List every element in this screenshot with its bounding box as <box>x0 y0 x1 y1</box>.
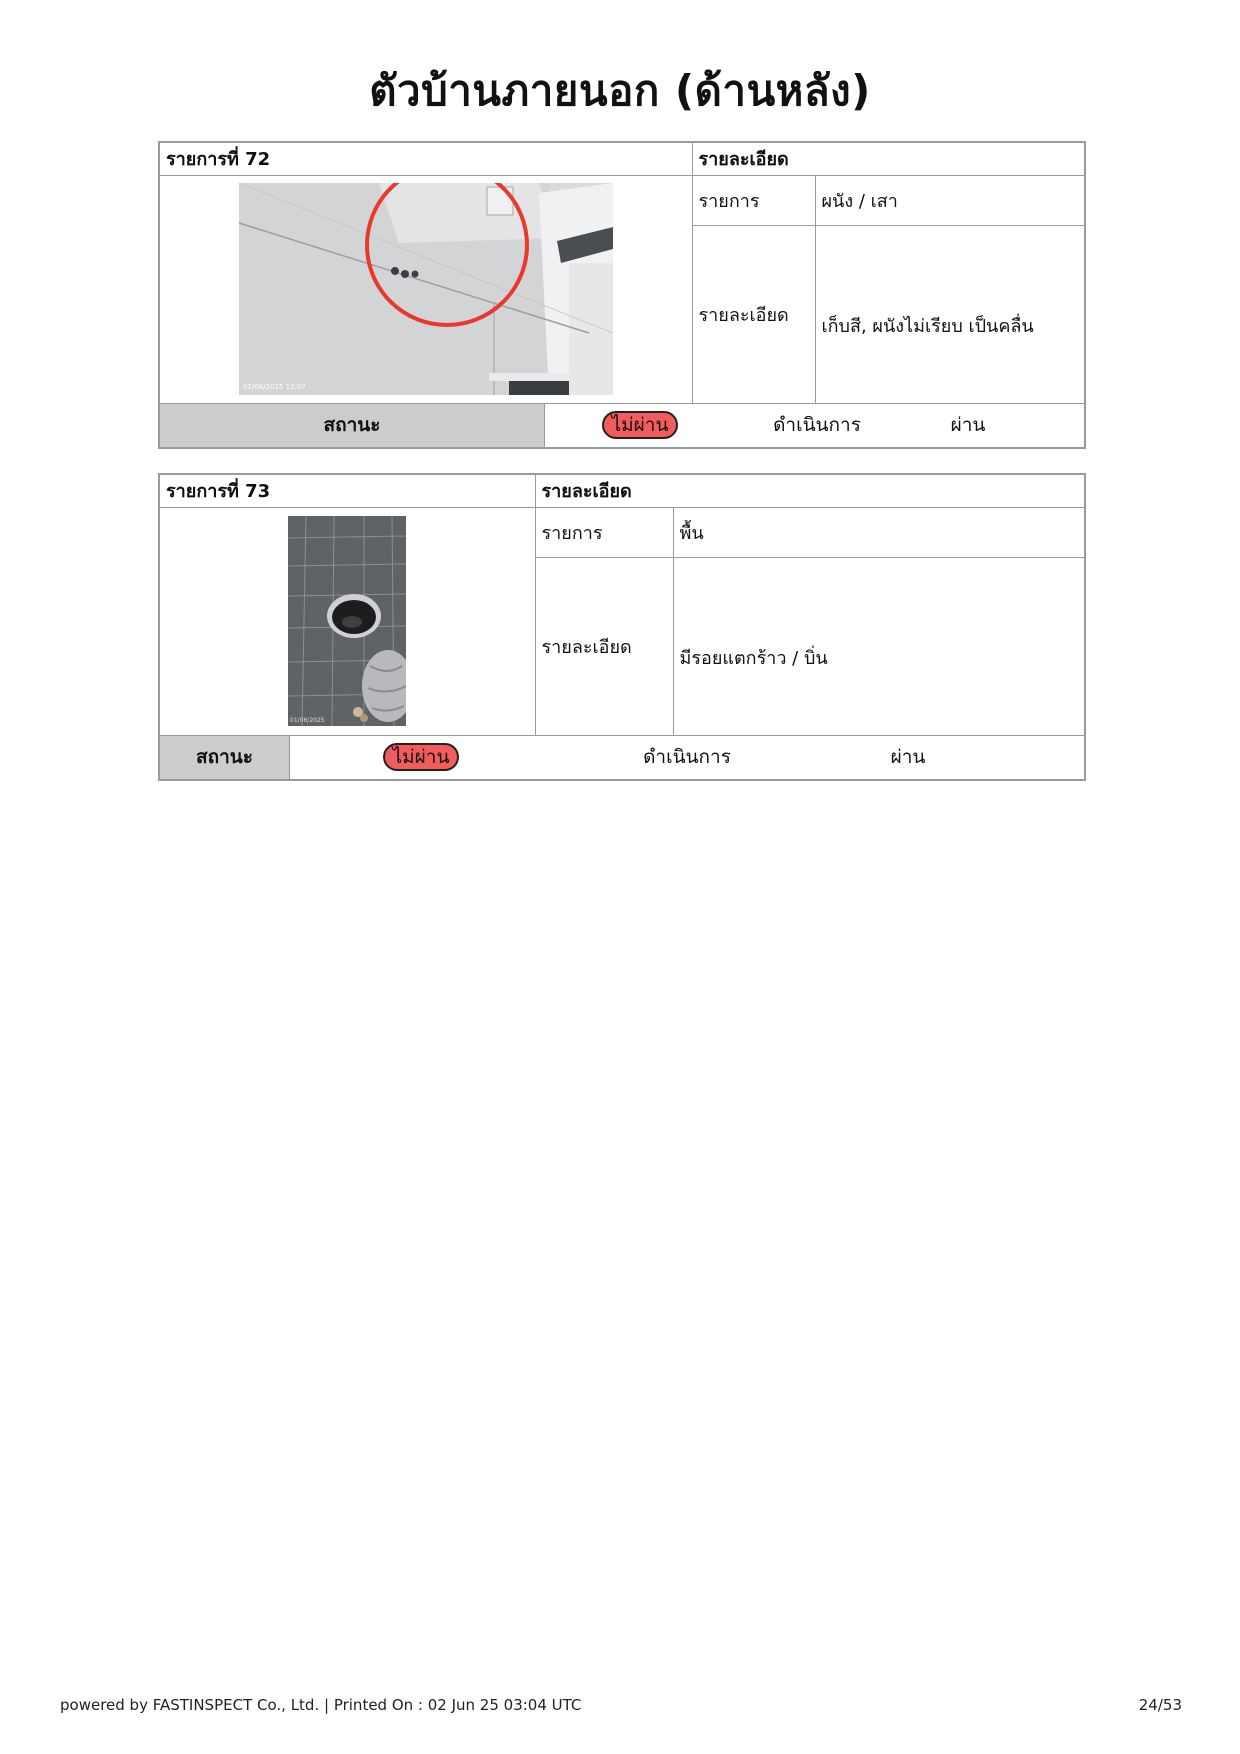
item-number-header: รายการที่ 73 <box>159 474 535 507</box>
detail-header: รายละเอียด <box>535 474 1085 507</box>
page-number: 24/53 <box>1138 1696 1182 1714</box>
photo-cell <box>159 175 692 403</box>
detail-value: มีรอยแตกร้าว / บิ่น <box>673 557 1085 735</box>
page-title: ตัวบ้านภายนอก (ด้านหลัง) <box>369 66 871 115</box>
row-label-item: รายการ <box>692 175 815 225</box>
item-value: ผนัง / เสา <box>815 175 1085 225</box>
detail-value: เก็บสี, ผนังไม่เรียบ เป็นคลื่น <box>815 225 1085 403</box>
status-option-fail[interactable] <box>290 743 552 771</box>
status-option-in-progress[interactable]: ดำเนินการ <box>643 746 731 768</box>
status-fail-badge: ไม่ผ่าน <box>383 743 460 771</box>
status-row <box>159 403 1085 448</box>
status-option-pass[interactable]: ผ่าน <box>950 414 986 436</box>
status-label: สถานะ <box>160 404 545 447</box>
status-row <box>159 735 1085 780</box>
status-label: สถานะ <box>160 736 290 779</box>
row-label-item: รายการ <box>535 507 673 557</box>
status-option-in-progress[interactable]: ดำเนินการ <box>773 414 861 436</box>
detail-header: รายละเอียด <box>692 142 1085 175</box>
item-value: พื้น <box>673 507 1085 557</box>
row-label-detail: รายละเอียด <box>535 557 673 735</box>
status-option-pass[interactable]: ผ่าน <box>890 746 926 768</box>
inspection-photo-floor[interactable] <box>288 516 406 726</box>
photo-cell <box>159 507 535 735</box>
row-label-detail: รายละเอียด <box>692 225 815 403</box>
inspection-item-72 <box>158 141 1086 449</box>
status-option-fail[interactable] <box>545 411 735 439</box>
inspection-item-73 <box>158 473 1086 781</box>
photo-timestamp: 01/06/2025 <box>290 717 325 724</box>
item-number-header: รายการที่ 72 <box>159 142 692 175</box>
footer-credit: powered by FASTINSPECT Co., Ltd. | Printed On : 02 Jun 25 03:04 UTC <box>60 1696 582 1714</box>
inspection-photo-wall[interactable] <box>239 183 613 395</box>
photo-timestamp: 01/06/2025 12:07 <box>242 383 306 391</box>
status-fail-badge: ไม่ผ่าน <box>602 411 679 439</box>
